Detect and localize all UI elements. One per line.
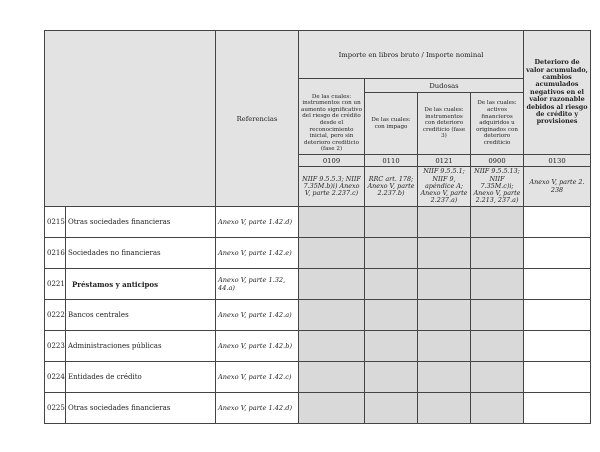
- col-0900-code: 0900: [471, 155, 524, 167]
- col-0121-label: De las cuales: instrumentos con deterioro crediticio (fase 3): [418, 93, 471, 155]
- col-0109-label: De las cuales: instrumentos con un aumento significativo del riesgo de crédito desde el reconocimiento inicial, pero sin deterioro crediticio (fase 2): [301, 93, 362, 153]
- cell: [471, 238, 524, 269]
- cell: [365, 393, 418, 424]
- cell: [365, 300, 418, 331]
- row-code: 0215: [45, 207, 66, 238]
- col-0130-ref: Anexo V, parte 2. 238: [524, 167, 591, 207]
- col-0900-label: De las cuales: activos financieros adquiridos u originados con deterioro crediticio: [471, 93, 524, 155]
- cell: [299, 362, 365, 393]
- row-label: Bancos centrales: [66, 300, 216, 331]
- cell: [524, 269, 591, 300]
- row-label: Otras sociedades financieras: [66, 393, 216, 424]
- table-row: [45, 207, 591, 238]
- cell: [418, 269, 471, 300]
- cell: [471, 393, 524, 424]
- cell: [365, 331, 418, 362]
- cell: [299, 393, 365, 424]
- row-label: Administraciones públicas: [66, 331, 216, 362]
- deterioro-title: Deterioro de valor acumulado, cambios acumulados negativos en el valor razonable debidos al riesgo de crédito y provisiones: [526, 58, 588, 126]
- cell: [365, 362, 418, 393]
- cell: [471, 331, 524, 362]
- report-table: [44, 30, 591, 424]
- cell: [524, 300, 591, 331]
- cell: [299, 238, 365, 269]
- referencias-header: [216, 31, 299, 207]
- cell: [471, 300, 524, 331]
- col-0109-code: 0109: [299, 155, 365, 167]
- table-row: [45, 300, 591, 331]
- row-code: 0224: [45, 362, 66, 393]
- row-code: 0225: [45, 393, 66, 424]
- cell: [471, 207, 524, 238]
- row-ref: Anexo V, parte 1.32, 44.a): [216, 269, 299, 300]
- cell: [418, 331, 471, 362]
- row-ref: Anexo V, parte 1.42.b): [216, 331, 299, 362]
- cell: [365, 269, 418, 300]
- row-ref: Anexo V, parte 1.42.d): [216, 207, 299, 238]
- cell: [471, 362, 524, 393]
- group-title-header: [299, 31, 524, 79]
- referencias-label: Referencias: [236, 114, 278, 123]
- cell: [418, 238, 471, 269]
- cell: [524, 393, 591, 424]
- table-row: [45, 238, 591, 269]
- row-code: 0222: [45, 300, 66, 331]
- col-0121-code: 0121: [418, 155, 471, 167]
- row-ref: Anexo V, parte 1.42.e): [216, 238, 299, 269]
- table-row: [45, 269, 591, 300]
- row-label: Otras sociedades financieras: [66, 207, 216, 238]
- group-title: Importe en libros bruto / Importe nominal: [338, 50, 484, 59]
- col-0121-ref: NIIF 9.5.5.1; NIIF 9, apéndice A; Anexo V, parte 2.237.a): [418, 167, 471, 207]
- row-code: 0216: [45, 238, 66, 269]
- deterioro-header: [524, 31, 591, 155]
- cell: [471, 269, 524, 300]
- cell: [299, 207, 365, 238]
- table-row: [45, 393, 591, 424]
- col-0900-ref: NIIF 9.5.5.13; NIIF 7.35M.c)i; Anexo V, parte 2.213, 237.a): [471, 167, 524, 207]
- cell: [418, 207, 471, 238]
- col-0110-label: De las cuales: con impago: [365, 93, 418, 155]
- row-label: Entidades de crédito: [66, 362, 216, 393]
- table-row: [45, 331, 591, 362]
- cell: [365, 207, 418, 238]
- col-0110-code: 0110: [365, 155, 418, 167]
- row-ref: Anexo V, parte 1.42.a): [216, 300, 299, 331]
- row-code: 0223: [45, 331, 66, 362]
- col-0110-ref: RRC art. 178; Anexo V, parte 2.237.b): [365, 167, 418, 207]
- corner-cell: [45, 31, 216, 207]
- cell: [299, 300, 365, 331]
- cell: [299, 331, 365, 362]
- dudosas-header: [365, 79, 524, 93]
- col-0109-spacer: [299, 79, 365, 155]
- col-0109-ref: NIIF 9.5.5.3; NIIF 7.35M.b)i) Anexo V, parte 2.237.c): [299, 167, 365, 207]
- dudosas-label: Dudosas: [429, 81, 459, 90]
- cell: [365, 238, 418, 269]
- cell: [299, 269, 365, 300]
- row-ref: Anexo V, parte 1.42.c): [216, 362, 299, 393]
- cell: [524, 238, 591, 269]
- cell: [418, 393, 471, 424]
- cell: [418, 362, 471, 393]
- cell: [524, 207, 591, 238]
- row-label: Sociedades no financieras: [66, 238, 216, 269]
- cell: [524, 331, 591, 362]
- col-0130-code: 0130: [524, 155, 591, 167]
- row-code: 0221: [45, 269, 66, 300]
- cell: [524, 362, 591, 393]
- table-row: [45, 362, 591, 393]
- row-label: Préstamos y anticipos: [66, 269, 216, 300]
- cell: [418, 300, 471, 331]
- row-ref: Anexo V, parte 1.42.d): [216, 393, 299, 424]
